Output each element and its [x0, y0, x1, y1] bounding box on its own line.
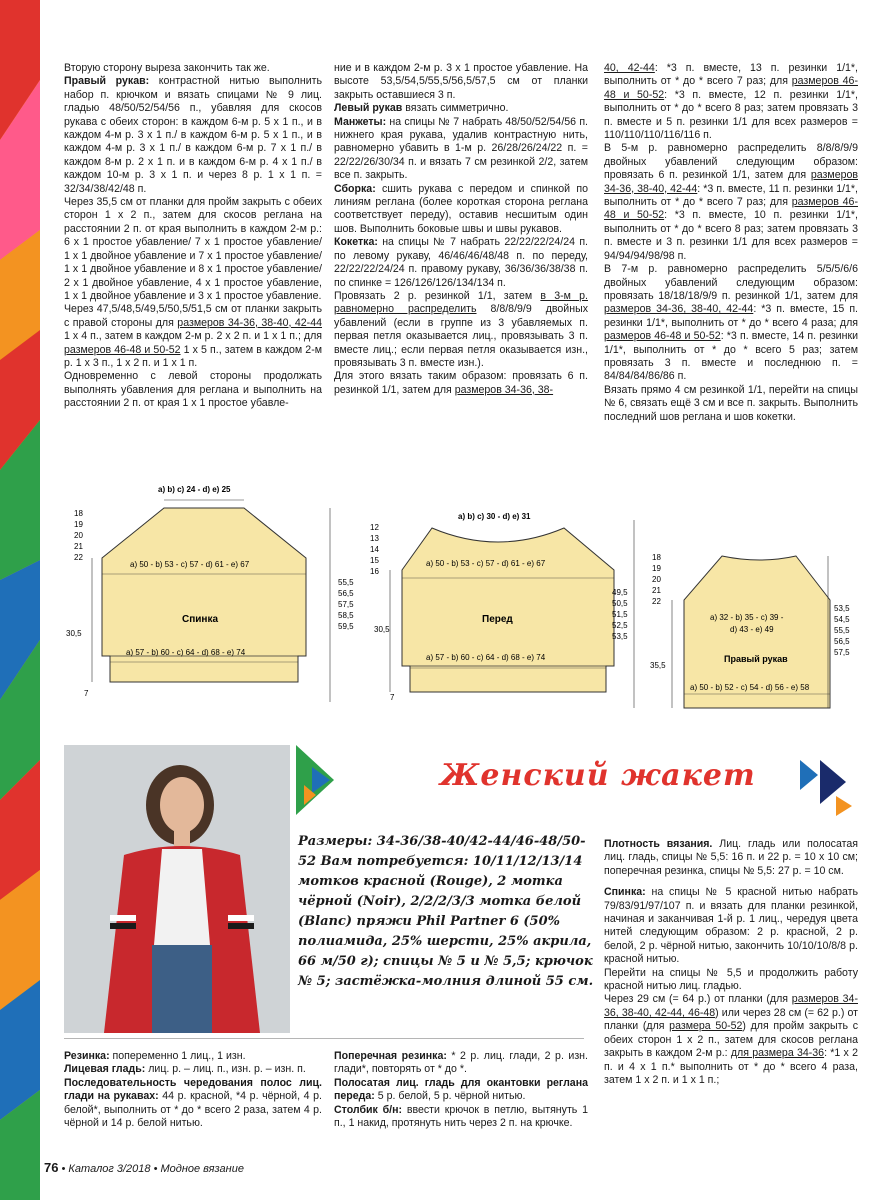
paragraph: Полосатая лиц. гладь для окантовки реглана переда: 5 р. белой, 5 р. чёрной нитью.: [334, 1076, 588, 1103]
green-triangle-decoration: [296, 745, 346, 820]
front-side-length: 30,5: [374, 625, 390, 634]
sleeve-right-mark: 53,5: [834, 604, 850, 613]
back-right-mark: 59,5: [338, 622, 354, 631]
bottom-text-column-2: [334, 1050, 588, 1130]
pattern-diagrams: [44, 470, 880, 720]
paragraph: Правый рукав: контрастной нитью выполнить набор п. крючком и вязать спицами № 9 лиц. гладью 48/50/52/54/56 п., убавляя для скосов рукава с обеих сторон: в каждом 6-м р. 5 х 1 п., и в каждом 4-м р. 3 х 1 п./ в каждом 6-м р. 5 х 1 п., и в каждом 4-м р. 3 х 1 п./ в каждом 6-м р. 7 х 1 п./ в каждом 8-м р. 2 х 1 п. и в каждом 6-м р. 4 х 1 п./ в каждом 10-м р. 3 х 1 п. и через 8 р. 1 х 1 п. = 32/34/38/42/48 п.: [64, 75, 322, 195]
back-band-height: 7: [84, 689, 89, 698]
paragraph: Спинка: на спицы № 5 красной нитью набрать 79/83/91/97/107 п. и вязать для планки резинкой, начиная и заканчивая 1-й р. 1 лиц., чередуя цвета нитей следующим образом: 2 р. красной, 2 р. белой, 2 р. чёрной нитью, закончить 10/10/10/8/8 р. красной нитью.: [604, 886, 858, 966]
sleeve-right-mark: 56,5: [834, 637, 850, 646]
front-pattern: [370, 512, 634, 708]
paragraph: Столбик б/н: ввести крючок в петлю, вытянуть 1 п., 1 накид, протянуть нить через 2 п. на крючке.: [334, 1103, 588, 1130]
sleeve-right-mark: 57,5: [834, 648, 850, 657]
paragraph: Поперечная резинка: * 2 р. лиц. глади, 2 р. изн. глади*, повторять от * до *.: [334, 1050, 588, 1076]
paragraph: 40, 42-44: *3 п. вместе, 13 п. резинки 1/1*, выполнить от * до * всего 7 раз; для размеров 46-48 и 50-52: *3 п. вместе, 12 п. резинки 1/1*, выполнить от * до * всего 8 раз; затем провязать 3 п. вместе и 5 п. резинки 1/1 для всех размеров = 110/110/110/116/116 п.: [604, 62, 858, 142]
paragraph: Манжеты: на спицы № 7 набрать 48/50/52/54/56 п. нижнего края рукава, удалив контрастную нить, равномерно убавить в 1-м р. 26/28/26/24/22 п. = 22/22/26/30/34 п. и вязать 7 см резинкой 2/2, затем все п. закрыть.: [334, 115, 588, 182]
text-column-3: [604, 62, 858, 424]
sleeve-pattern: [650, 553, 850, 708]
front-right-mark: 49,5: [612, 588, 628, 597]
sleeve-left-mark: 18: [652, 553, 661, 562]
paragraph: Перейти на спицы № 5,5 и продолжить работу красной нитью лиц. гладью.: [604, 966, 858, 993]
paragraph: ние и в каждом 2-м р. 3 х 1 простое убавление. На высоте 53,5/54,5/55,5/56,5/57,5 см от планки закрыть оставшиеся 3 п.: [334, 62, 588, 101]
paragraph: Одновременно с левой стороны продолжать выполнять убавления для реглана и выполнить на расстоянии 2 п. от края 1 х 1 простое убавле-: [64, 370, 322, 410]
back-label: Спинка: [182, 614, 219, 625]
paragraph: Через 47,5/48,5/49,5/50,5/51,5 см от планки закрыть с правой стороны для размеров 34-36, 38-40, 42-44 1 х 4 п., затем в каждом 2-м р. 2 х 2 п. и 1 х 1 п.; для размеров 46-48 и 50-52 1 х 5 п., затем в каждом 2-м р. 1 х 3 п., 1 х 2 п. и 1 х 1 п.: [64, 303, 322, 369]
front-left-mark: 15: [370, 556, 379, 565]
page-number: 76: [44, 1160, 59, 1175]
sleeve-left-mark: 21: [652, 586, 661, 595]
sleeve-side-length: 35,5: [650, 661, 666, 670]
back-side-length: 30,5: [66, 629, 82, 638]
front-label: Перед: [482, 614, 513, 625]
front-left-mark: 13: [370, 534, 379, 543]
back-left-mark: 21: [74, 542, 83, 551]
back-right-mark: 55,5: [338, 578, 354, 587]
back-top-width: a) b) c) 24 - d) e) 25: [158, 485, 231, 494]
text-column-2: [334, 62, 588, 397]
paragraph: Провязать 2 р. резинкой 1/1, затем в 3-м р. равномерно распределить 8/8/8/9/9 двойных убавлений (если в группе из 3 убавляемых п. первая петля оказывается лиц., провязывать 3 п. вместе лиц.; если первая петля оказывается изн., провязывать 3 п. вместе изн.).: [334, 289, 588, 369]
front-top-width: a) b) c) 30 - d) e) 31: [458, 512, 531, 521]
front-right-mark: 52,5: [612, 621, 628, 630]
paragraph: Последовательность чередования полос лиц. глади на рукавах: 44 р. красной, *4 р. чёрной, 4 р. белой*, выполнить от * до * всего 2 раза, затем 4 р. чёрной и 14 р. белой нитью.: [64, 1076, 322, 1130]
paragraph: Резинка: попеременно 1 лиц., 1 изн.: [64, 1050, 246, 1062]
front-left-mark: 14: [370, 545, 379, 554]
sleeve-right-mark: 54,5: [834, 615, 850, 624]
paragraph: Левый рукав вязать симметрично.: [334, 102, 509, 115]
sleeve-right-mark: 55,5: [834, 626, 850, 635]
materials-block: Размеры: 34-36/38-40/42-44/46-48/50-52 Вам потребуется: 10/11/12/13/14 мотков красной (Rouge), 2 мотка чёрной (Noir), 2/2/2/3/3 мотка белой (Blanc) пряжи Phil Partner 6 (50% полиамида, 25% шерсти, 25% акрила, 66 м/50 г); спицы № 5 и № 5,5; крючок № 5; застёжка-молния длиной 55 см.: [298, 834, 594, 989]
bottom-text-column-1: [64, 1050, 322, 1130]
sleeve-bottom-width: a) 50 - b) 52 - c) 54 - d) 56 - e) 58: [690, 683, 810, 692]
paragraph: Плотность вязания. Лиц. гладь или полосатая лиц. гладь, спицы № 5,5: 16 п. и 22 р. = 10 х 10 см; поперечная резинка, спицы № 5,5: 27 р. = 10 см.: [604, 838, 858, 877]
back-pattern: [66, 485, 354, 702]
front-band-height: 7: [390, 693, 395, 702]
page-title: Женский жакет: [440, 758, 756, 793]
blue-arrow-decoration: [800, 760, 860, 825]
paragraph: Лицевая гладь: лиц. р. – лиц. п., изн. р. – изн. п.: [64, 1063, 306, 1076]
back-right-mark: 56,5: [338, 589, 354, 598]
paragraph: Через 35,5 см от планки для пройм закрыть с обеих сторон 1 х 2 п., затем для скосов реглана на расстоянии 2 п. от края выполнить в каждом 2-м р.: 6 х 1 простое убавление/ 7 х 1 простое убавление/ 1 х 1 двойное убавление и 7 х 1 простое убавление/ 1 х 1 двойное убавление и 8 х 1 простое убавление/ 2 х 1 двойное убавление, 4 х 1 простое убавление, 1 х 1 двойное убавление и 3 х 1 простое убавление.: [64, 196, 322, 302]
front-left-mark: 16: [370, 567, 379, 576]
paragraph: Вторую сторону выреза закончить так же.: [64, 62, 270, 74]
back-mid-width: a) 50 - b) 53 - c) 57 - d) 61 - e) 67: [130, 560, 250, 569]
front-mid-width: a) 50 - b) 53 - c) 57 - d) 61 - e) 67: [426, 559, 546, 568]
sleeve-label: Правый рукав: [724, 654, 788, 664]
back-right-mark: 57,5: [338, 600, 354, 609]
front-right-mark: 53,5: [612, 632, 628, 641]
paragraph: Кокетка: на спицы № 7 набрать 22/22/22/24/24 п. по левому рукаву, 46/46/46/48/48 п. по переду, 22/22/22/24/24 п. правому рукаву, 36/36/36/38/38 п. по спинке = 126/126/126/134/134 п.: [334, 236, 588, 289]
back-left-mark: 22: [74, 553, 83, 562]
footer-text: • Каталог 3/2018 • Модное вязание: [58, 1163, 244, 1175]
front-left-mark: 12: [370, 523, 379, 532]
paragraph: Вязать прямо 4 см резинкой 1/1, перейти на спицы № 6, связать ещё 3 см и все п. закрыть. Выполнить последний шов реглана и шов кокетки.: [604, 383, 858, 423]
paragraph: Через 29 см (= 64 р.) от планки (для размеров 34-36, 38-40, 42-44, 46-48) или через 28 см (= 62 р.) от планки (для размера 50-52) для пройм закрыть с обеих сторон 1 х 2 п., затем для скосов реглана закрыть в каждом 2-м р.: для размера 34-36: *1 х 2 п. и 4 х 1 п.* выполнить от * до * всего 4 раза, затем 1 х 2 п. и 1 х 1 п.;: [604, 993, 859, 1086]
back-bottom-width: a) 57 - b) 60 - c) 64 - d) 68 - e) 74: [126, 648, 246, 657]
back-left-mark: 20: [74, 531, 83, 540]
front-bottom-width: a) 57 - b) 60 - c) 64 - d) 68 - e) 74: [426, 653, 546, 662]
front-right-mark: 51,5: [612, 610, 628, 619]
paragraph: Сборка: сшить рукава с передом и спинкой по линиям реглана (более короткая сторона реглана соответствует переду), оставив несшитым один шов. Выполнить боковые швы и швы рукавов.: [334, 182, 588, 235]
left-decorative-strip: [0, 0, 40, 1200]
back-right-mark: 58,5: [338, 611, 354, 620]
text-column-1: [64, 62, 322, 411]
sleeve-left-mark: 22: [652, 597, 661, 606]
paragraph: В 5-м р. равномерно распределить 8/8/8/9/9 двойных убавлений следующим образом: провязать 6 п. резинкой 1/1, затем для размеров 34-36, 38-40, 42-44: *3 п. вместе, 11 п. резинки 1/1*, выполнить от * до * всего 7 раз; для размеров 46-48 и 50-52: *3 п. вместе, 10 п. резинки 1/1*, выполнить от * до * всего 8 раз; затем провязать 3 п. вместе и 3 п. резинки 1/1 для всех размеров = 94/94/94/98/98 п.: [604, 142, 858, 262]
paragraph: Для этого вязать таким образом: провязать 6 п. резинкой 1/1, затем для размеров 34-36, 38-: [334, 370, 588, 396]
back-left-mark: 19: [74, 520, 83, 529]
sleeve-left-mark: 19: [652, 564, 661, 573]
right-text-column: [604, 838, 858, 1087]
front-right-mark: 50,5: [612, 599, 628, 608]
sleeve-left-mark: 20: [652, 575, 661, 584]
divider: [64, 1038, 584, 1039]
model-photo: [64, 745, 290, 1033]
sleeve-top-width-1: a) 32 - b) 35 - c) 39 -: [710, 613, 784, 622]
paragraph: В 7-м р. равномерно распределить 5/5/5/6/6 двойных убавлений следующим образом: провязать 18/18/18/9/9 п. резинкой 1/1, затем для размеров 34-36, 38-40, 42-44: *3 п. вместе, 15 п. резинки 1/1*, выполнить от * до * всего 4 раза; для размеров 46-48 и 50-52: *3 п. вместе, 14 п. резинки 1/1*, выполнить от * до * всего 5 раз; затем провязать 3 п. вместе и последнюю п. = 84/84/84/86/86 п.: [604, 263, 859, 383]
page-footer: [44, 1160, 244, 1175]
sleeve-top-width-2: d) 43 - e) 49: [730, 625, 774, 634]
back-left-mark: 18: [74, 509, 83, 518]
